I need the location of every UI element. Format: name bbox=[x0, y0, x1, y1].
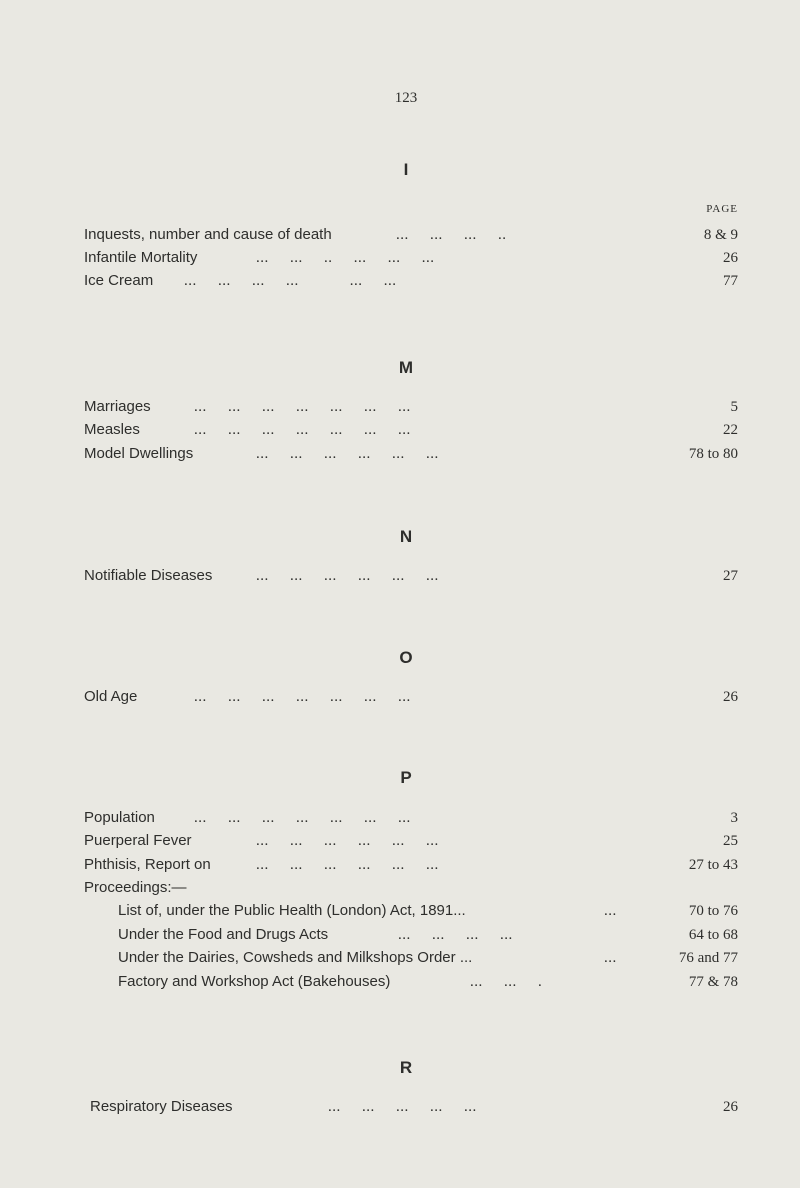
entry-page: 5 bbox=[730, 399, 738, 415]
page-column-heading: PAGE bbox=[706, 203, 738, 215]
leader-dots: ... ... ... ... ... ... bbox=[184, 273, 397, 289]
index-entry bbox=[90, 1097, 738, 1117]
index-sub-entry bbox=[118, 901, 738, 921]
index-entry bbox=[84, 808, 738, 828]
entry-page: 27 to 43 bbox=[688, 857, 738, 873]
index-sub-entry bbox=[118, 972, 738, 992]
section-letter-n: N bbox=[399, 527, 413, 546]
entry-label: Population bbox=[84, 809, 155, 826]
entry-page: 26 bbox=[723, 250, 738, 266]
index-entry bbox=[84, 420, 738, 440]
leader-dots: ... ... ... ... ... ... bbox=[256, 446, 439, 462]
leader-dots: ... ... ... ... ... ... ... bbox=[194, 399, 411, 415]
leader-dots: ... bbox=[604, 950, 617, 966]
entry-page: 78 to 80 bbox=[688, 446, 738, 462]
entry-label: Old Age bbox=[84, 688, 138, 705]
entry-label: Marriages bbox=[84, 398, 151, 415]
section-letter-m: M bbox=[398, 358, 414, 377]
entry-label: Puerperal Fever bbox=[84, 832, 192, 849]
index-entry bbox=[84, 397, 738, 417]
entry-label: Under the Food and Drugs Acts bbox=[118, 926, 329, 943]
leader-dots: ... ... ... ... ... ... ... bbox=[194, 810, 411, 826]
section-letter-p: P bbox=[400, 768, 412, 787]
leader-dots: ... ... ... ... ... ... ... bbox=[194, 689, 411, 705]
leader-dots: ... bbox=[604, 903, 617, 919]
entry-label: Under the Dairies, Cowsheds and Milkshops Order ... bbox=[118, 949, 473, 966]
entry-label: Inquests, number and cause of death bbox=[84, 226, 332, 243]
entry-page: 70 to 76 bbox=[688, 903, 738, 919]
entry-page: 26 bbox=[723, 1099, 738, 1115]
entry-label: Ice Cream bbox=[84, 272, 154, 289]
entry-page: 76 and 77 bbox=[678, 950, 738, 966]
entry-label: Measles bbox=[84, 421, 140, 438]
section-letter-r: R bbox=[399, 1058, 413, 1077]
entry-page: 8 & 9 bbox=[703, 227, 738, 243]
entry-label: List of, under the Public Health (London) Act, 1891... bbox=[118, 902, 466, 919]
leader-dots: ... ... ... ... ... ... ... bbox=[194, 422, 411, 438]
entry-page: 3 bbox=[730, 810, 738, 826]
leader-dots: ... ... . bbox=[470, 974, 543, 990]
entry-page: 26 bbox=[723, 689, 738, 705]
proceedings-subheading: Proceedings:— bbox=[84, 879, 187, 896]
leader-dots: ... ... ... ... ... bbox=[328, 1099, 477, 1115]
index-entry bbox=[84, 248, 738, 268]
index-sub-entry bbox=[118, 948, 738, 968]
entry-label: Notifiable Diseases bbox=[84, 567, 213, 584]
entry-label: Model Dwellings bbox=[84, 445, 194, 462]
entry-page: 27 bbox=[723, 568, 738, 584]
leader-dots: ... ... .. ... ... ... bbox=[256, 250, 435, 266]
leader-dots: ... ... ... ... bbox=[398, 927, 513, 943]
entry-page: 77 & 78 bbox=[688, 974, 738, 990]
index-entry bbox=[84, 271, 738, 291]
index-entry bbox=[84, 855, 738, 875]
index-entry bbox=[84, 687, 738, 707]
entry-label: Factory and Workshop Act (Bakehouses) bbox=[118, 973, 391, 990]
index-entry bbox=[84, 566, 738, 586]
leader-dots: ... ... ... ... ... ... bbox=[256, 857, 439, 873]
leader-dots: ... ... ... ... ... ... bbox=[256, 568, 439, 584]
entry-page: 22 bbox=[723, 422, 738, 438]
leader-dots: ... ... ... ... ... ... bbox=[256, 833, 439, 849]
entry-label: Phthisis, Report on bbox=[84, 856, 211, 873]
index-entry bbox=[84, 831, 738, 851]
section-letter-i: I bbox=[403, 160, 409, 179]
page-number: 123 bbox=[394, 90, 418, 106]
entry-label: Infantile Mortality bbox=[84, 249, 198, 266]
entry-page: 64 to 68 bbox=[688, 927, 738, 943]
entry-page: 25 bbox=[723, 833, 738, 849]
entry-label: Respiratory Diseases bbox=[90, 1098, 233, 1115]
entry-page: 77 bbox=[723, 273, 738, 289]
index-entry bbox=[84, 444, 738, 464]
section-letter-o: O bbox=[399, 648, 413, 667]
index-sub-entry bbox=[118, 925, 738, 945]
leader-dots: ... ... ... .. bbox=[396, 227, 507, 243]
index-entry bbox=[84, 225, 738, 245]
